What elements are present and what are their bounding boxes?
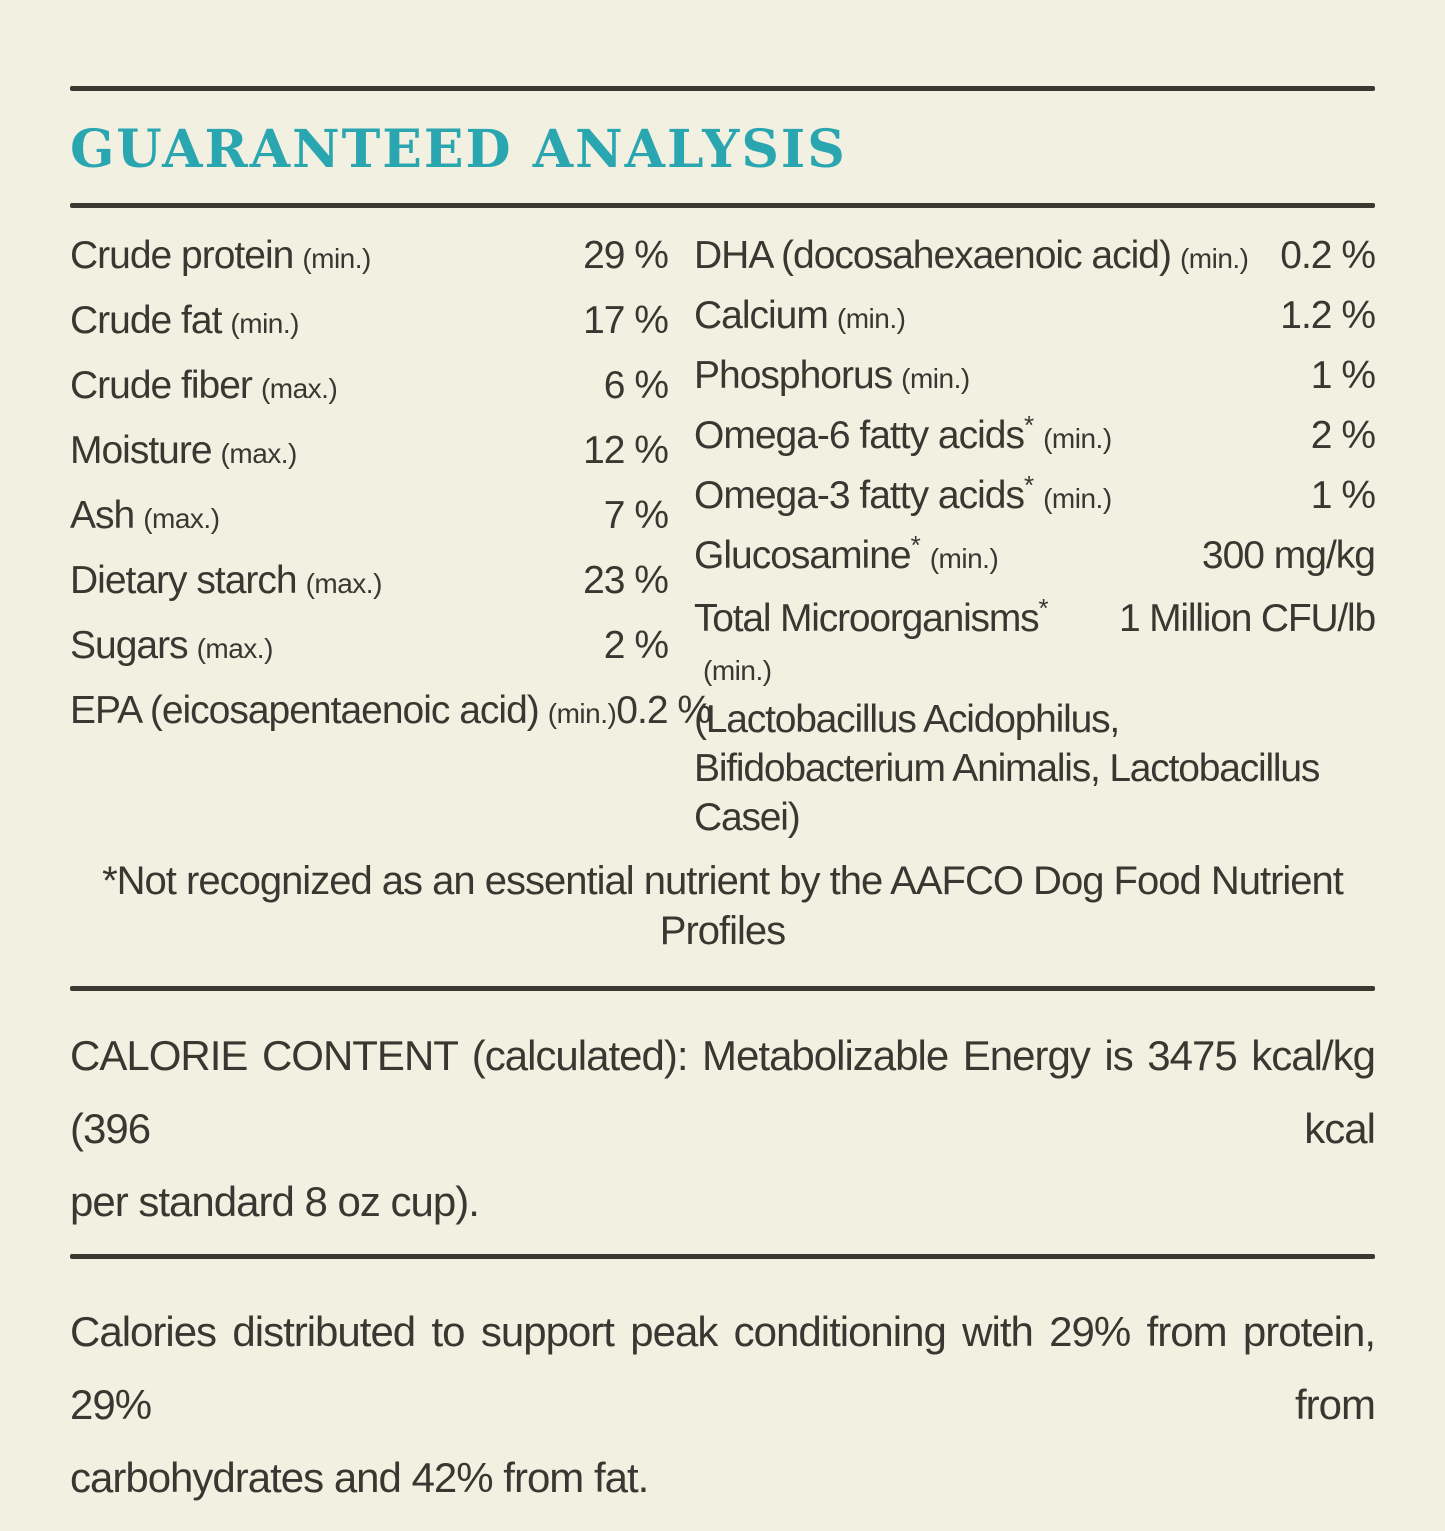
nutrient-qualifier: (max.) [196,633,273,664]
analysis-table [70,234,1375,842]
nutrient-value: 0.2 % [616,689,712,732]
nutrient-label: Calcium (min.) [694,294,906,337]
nutrient-label: Total Microorganisms*(min.) [694,593,1049,686]
nutrient-value: 23 % [583,559,668,602]
table-row [694,354,1375,414]
calorie-distribution-line2: carbohydrates and 42% from fat. [70,1454,649,1501]
footnote-asterisk: * [1023,470,1035,500]
microorganisms-species-list: (Lactobacillus Acidophilus, Bifidobacterium Animalis, Lactobacillus Casei) [694,698,1320,839]
mid-rule [70,986,1375,991]
nutrient-label: Omega-6 fatty acids* (min.) [694,410,1112,457]
nutrient-qualifier: (min.) [929,543,999,574]
nutrient-value: 1 % [1310,354,1375,397]
table-row [70,494,668,559]
nutrient-label: Phosphorus (min.) [694,354,970,397]
nutrient-value: 2 % [603,624,668,667]
calorie-distribution-line1: Calories distributed to support peak conditioning with 29% from protein, 29% from [70,1308,1375,1428]
aafco-footnote: *Not recognized as an essential nutrient by the AAFCO Dog Food Nutrient Profiles [102,859,1343,953]
table-row [70,234,668,299]
footnote-asterisk: * [1023,410,1035,440]
nutrient-value: 0.2 % [1280,234,1375,277]
nutrient-qualifier: (min.) [836,303,906,334]
table-row [694,234,1375,294]
nutrient-qualifier: (max.) [220,438,297,469]
nutrient-label: Moisture (max.) [70,429,297,472]
analysis-left-column [70,234,712,842]
table-row [70,429,668,494]
nutrient-value: 17 % [583,299,668,342]
nutrient-value: 2 % [1310,414,1375,457]
table-row [694,294,1375,354]
guaranteed-analysis-panel [0,86,1445,1531]
table-row [70,559,668,624]
calorie-content-paragraph [70,1019,1375,1238]
nutrient-value: 1 Million CFU/lb [1118,597,1375,640]
nutrient-label: Dietary starch (max.) [70,559,382,602]
nutrient-label: Omega-3 fatty acids* (min.) [694,470,1112,517]
lower-rule [70,1254,1375,1259]
nutrient-label: Crude fiber (max.) [70,364,338,407]
nutrient-qualifier: (min.) [703,655,772,686]
calorie-content-line1: CALORIE CONTENT (calculated): Metabolizable Energy is 3475 kcal/kg (396 kcal [70,1032,1375,1152]
nutrient-label: DHA (docosahexaenoic acid) (min.) [694,234,1249,277]
nutrient-value: 1 % [1310,474,1375,517]
table-row-microorganisms [694,594,1375,842]
nutrient-label: Glucosamine* (min.) [694,530,999,577]
nutrient-label: Crude protein (min.) [70,234,371,277]
table-row [70,364,668,429]
nutrient-value: 29 % [583,234,668,277]
table-row [70,624,668,689]
nutrient-value: 1.2 % [1280,294,1375,337]
nutrient-qualifier: (min.) [302,243,371,274]
table-row [694,410,1375,474]
nutrient-qualifier: (min.) [1179,243,1249,274]
nutrient-qualifier: (min.) [1043,483,1112,514]
nutrient-label: Crude fat (min.) [70,299,299,342]
nutrient-value: 12 % [583,429,668,472]
nutrient-qualifier: (min.) [1043,423,1112,454]
nutrient-value: 300 mg/kg [1201,534,1375,577]
heading-rule [70,203,1375,208]
nutrient-qualifier: (min.) [547,698,617,729]
table-row [694,470,1375,534]
calorie-content-line2: per standard 8 oz cup). [70,1178,479,1225]
nutrient-label: EPA (eicosapentaenoic acid) (min.) [70,689,617,732]
footnote-asterisk: * [910,530,921,560]
nutrient-qualifier: (max.) [305,568,382,599]
nutrient-value: 6 % [603,364,668,407]
nutrient-qualifier: (min.) [901,363,970,394]
table-row [694,530,1375,594]
calorie-distribution-paragraph [70,1295,1375,1514]
top-rule [70,86,1375,91]
nutrient-qualifier: (max.) [143,503,220,534]
table-row [70,299,668,364]
nutrient-value: 7 % [603,494,668,537]
nutrient-qualifier: (min.) [230,308,299,339]
nutrient-qualifier: (max.) [260,373,338,404]
footnote-asterisk: * [1038,593,1049,623]
analysis-right-column [694,234,1375,842]
nutrient-label: Sugars (max.) [70,624,273,667]
page-title: GUARANTEED ANALYSIS [70,119,847,180]
nutrient-label: Ash (max.) [70,494,220,537]
table-row [70,689,712,754]
